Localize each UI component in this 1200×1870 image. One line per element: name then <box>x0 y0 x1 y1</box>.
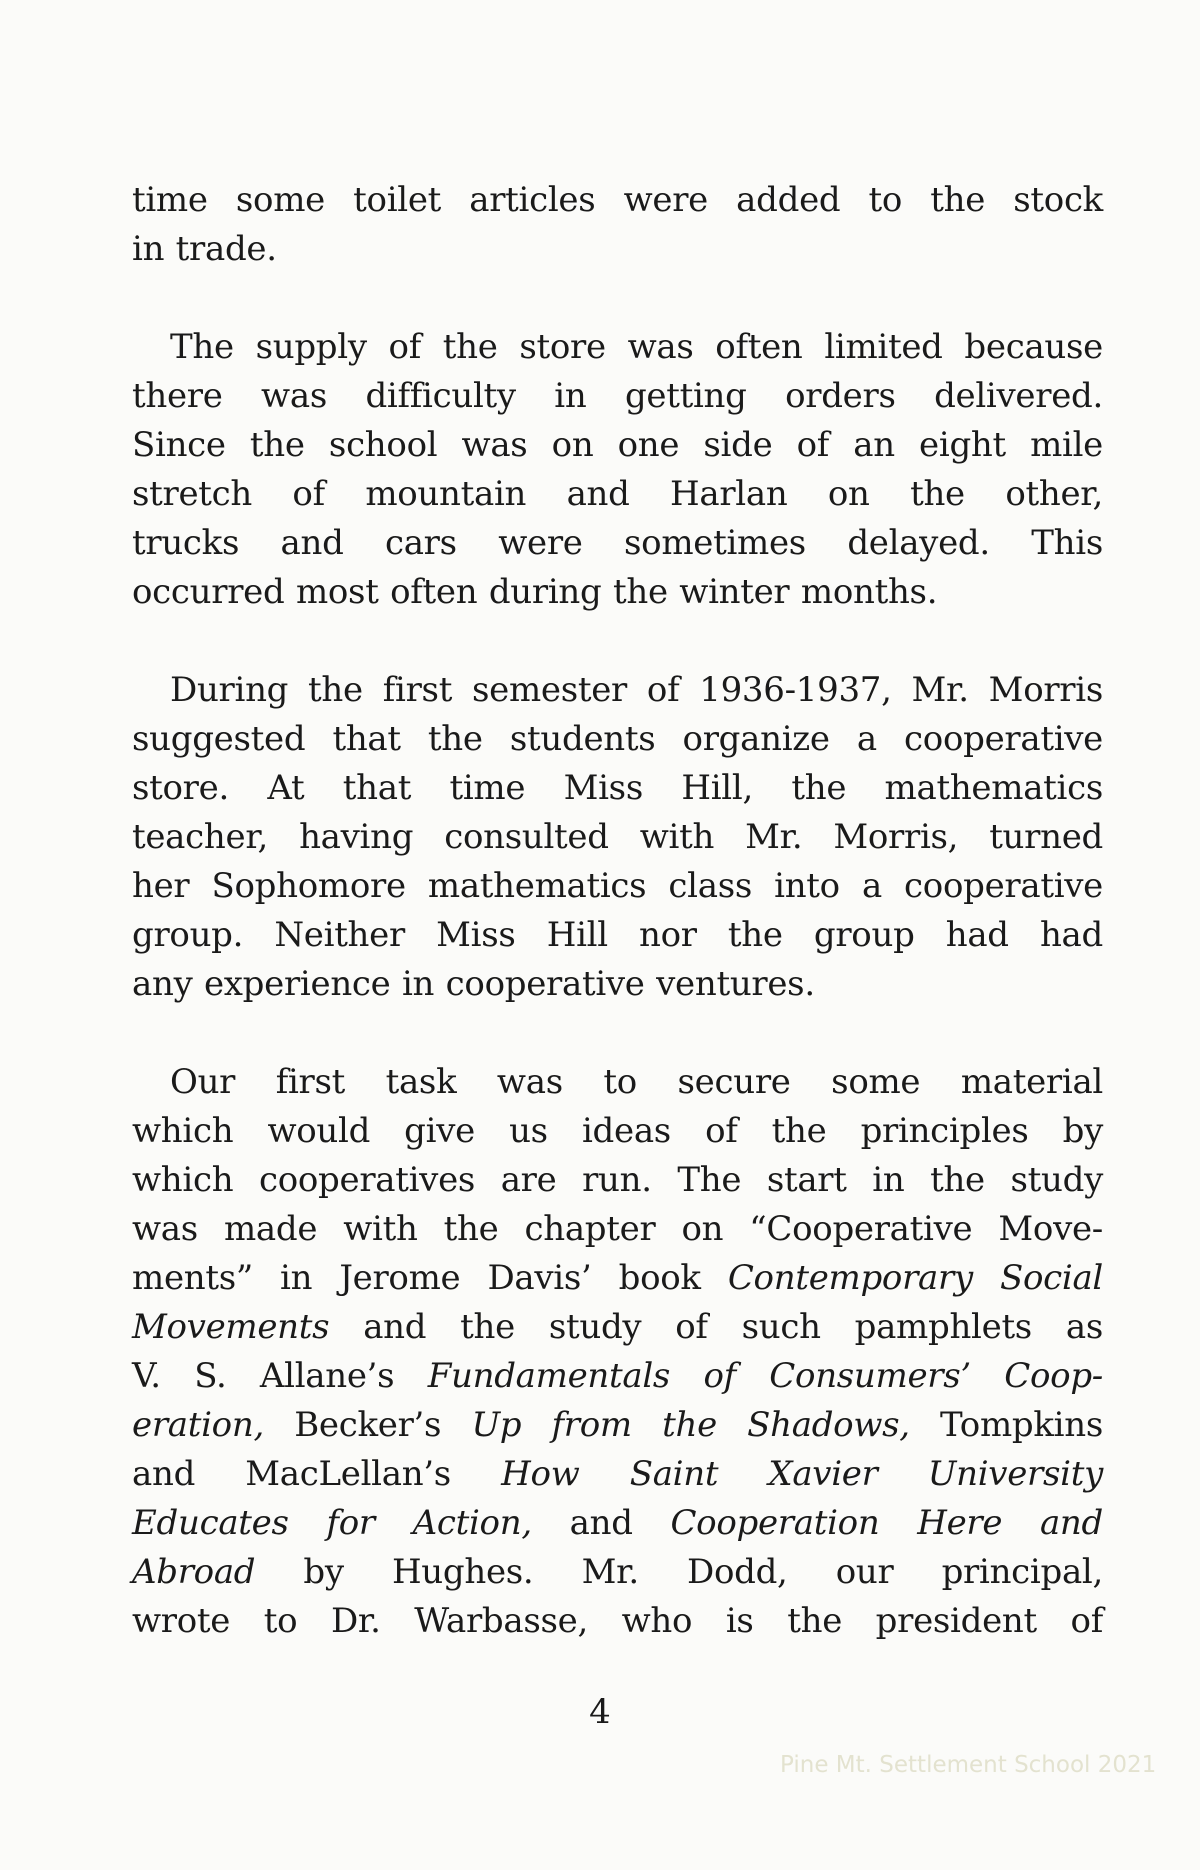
text-line <box>132 1548 1103 1597</box>
book-title: Abroad <box>132 1552 256 1592</box>
text-run: Tompkins <box>909 1405 1103 1445</box>
text-run: by Hughes. Mr. Dodd, our principal, <box>255 1552 1103 1592</box>
text-run: which cooperatives are run. The start in the study <box>132 1160 1103 1200</box>
text-run: V. S. Allane’s <box>132 1356 428 1396</box>
text-line: occurred most often during the winter months. <box>132 572 938 612</box>
paragraph-4 <box>132 1058 1103 1646</box>
book-title: eration, <box>132 1405 264 1445</box>
text-line: stretch of mountain and Harlan on the other, <box>132 474 1103 514</box>
text-line: During the first semester of 1936-1937, Mr. Morris <box>170 670 1103 710</box>
text-run: and the study of such pamphlets as <box>329 1307 1103 1347</box>
paragraph-2 <box>132 323 1103 617</box>
text-line <box>132 1352 1103 1401</box>
text-line: Since the school was on one side of an eight mile <box>132 425 1103 465</box>
text-line: store. At that time Miss Hill, the mathematics <box>132 768 1103 808</box>
book-title: Movements <box>132 1307 330 1347</box>
book-title: Up from the Shadows, <box>471 1405 910 1445</box>
watermark: Pine Mt. Settlement School 2021 <box>780 1752 1157 1778</box>
book-title: Contemporary Social <box>727 1258 1103 1298</box>
book-title: Cooperation Here and <box>670 1503 1103 1543</box>
text-line <box>132 1450 1103 1499</box>
text-line: time some toilet articles were added to the stock <box>132 180 1103 220</box>
text-line: suggested that the students organize a cooperative <box>132 719 1103 759</box>
text-line: there was difficulty in getting orders delivered. <box>132 376 1103 416</box>
text-line: The supply of the store was often limited because <box>170 327 1103 367</box>
text-line <box>132 1499 1103 1548</box>
page-number: 4 <box>589 1692 611 1732</box>
text-line <box>132 1156 1103 1205</box>
text-run: and MacLellan’s <box>132 1454 502 1494</box>
text-line <box>132 1597 1103 1646</box>
text-run: was made with the chapter on “Cooperative Move- <box>132 1209 1103 1249</box>
text-line: group. Neither Miss Hill nor the group had had <box>132 915 1103 955</box>
text-line: any experience in cooperative ventures. <box>132 964 815 1004</box>
text-line <box>132 1058 1103 1107</box>
text-line: her Sophomore mathematics class into a cooperative <box>132 866 1103 906</box>
text-line: trucks and cars were sometimes delayed. This <box>132 523 1103 563</box>
text-run: ments” in Jerome Davis’ book <box>132 1258 728 1298</box>
book-title: Fundamentals of Consumers’ Coop- <box>427 1356 1103 1396</box>
paragraph-3 <box>132 666 1103 1009</box>
text-run: which would give us ideas of the principles by <box>132 1111 1103 1151</box>
text-line <box>132 1107 1103 1156</box>
book-title: Educates for Action, <box>132 1503 532 1543</box>
text-line <box>132 1254 1103 1303</box>
book-title: How Saint Xavier University <box>501 1454 1103 1494</box>
text-line: teacher, having consulted with Mr. Morris, turned <box>132 817 1103 857</box>
text-run: Becker’s <box>263 1405 472 1445</box>
text-run: wrote to Dr. Warbasse, who is the president of <box>132 1601 1103 1641</box>
text-line: in trade. <box>132 229 277 269</box>
text-line <box>132 1205 1103 1254</box>
text-run: Our first task was to secure some material <box>170 1062 1103 1102</box>
text-line <box>132 1303 1103 1352</box>
text-run: and <box>531 1503 671 1543</box>
text-line <box>132 1401 1103 1450</box>
paragraph-1 <box>132 176 1103 274</box>
page-body <box>132 176 1103 1695</box>
